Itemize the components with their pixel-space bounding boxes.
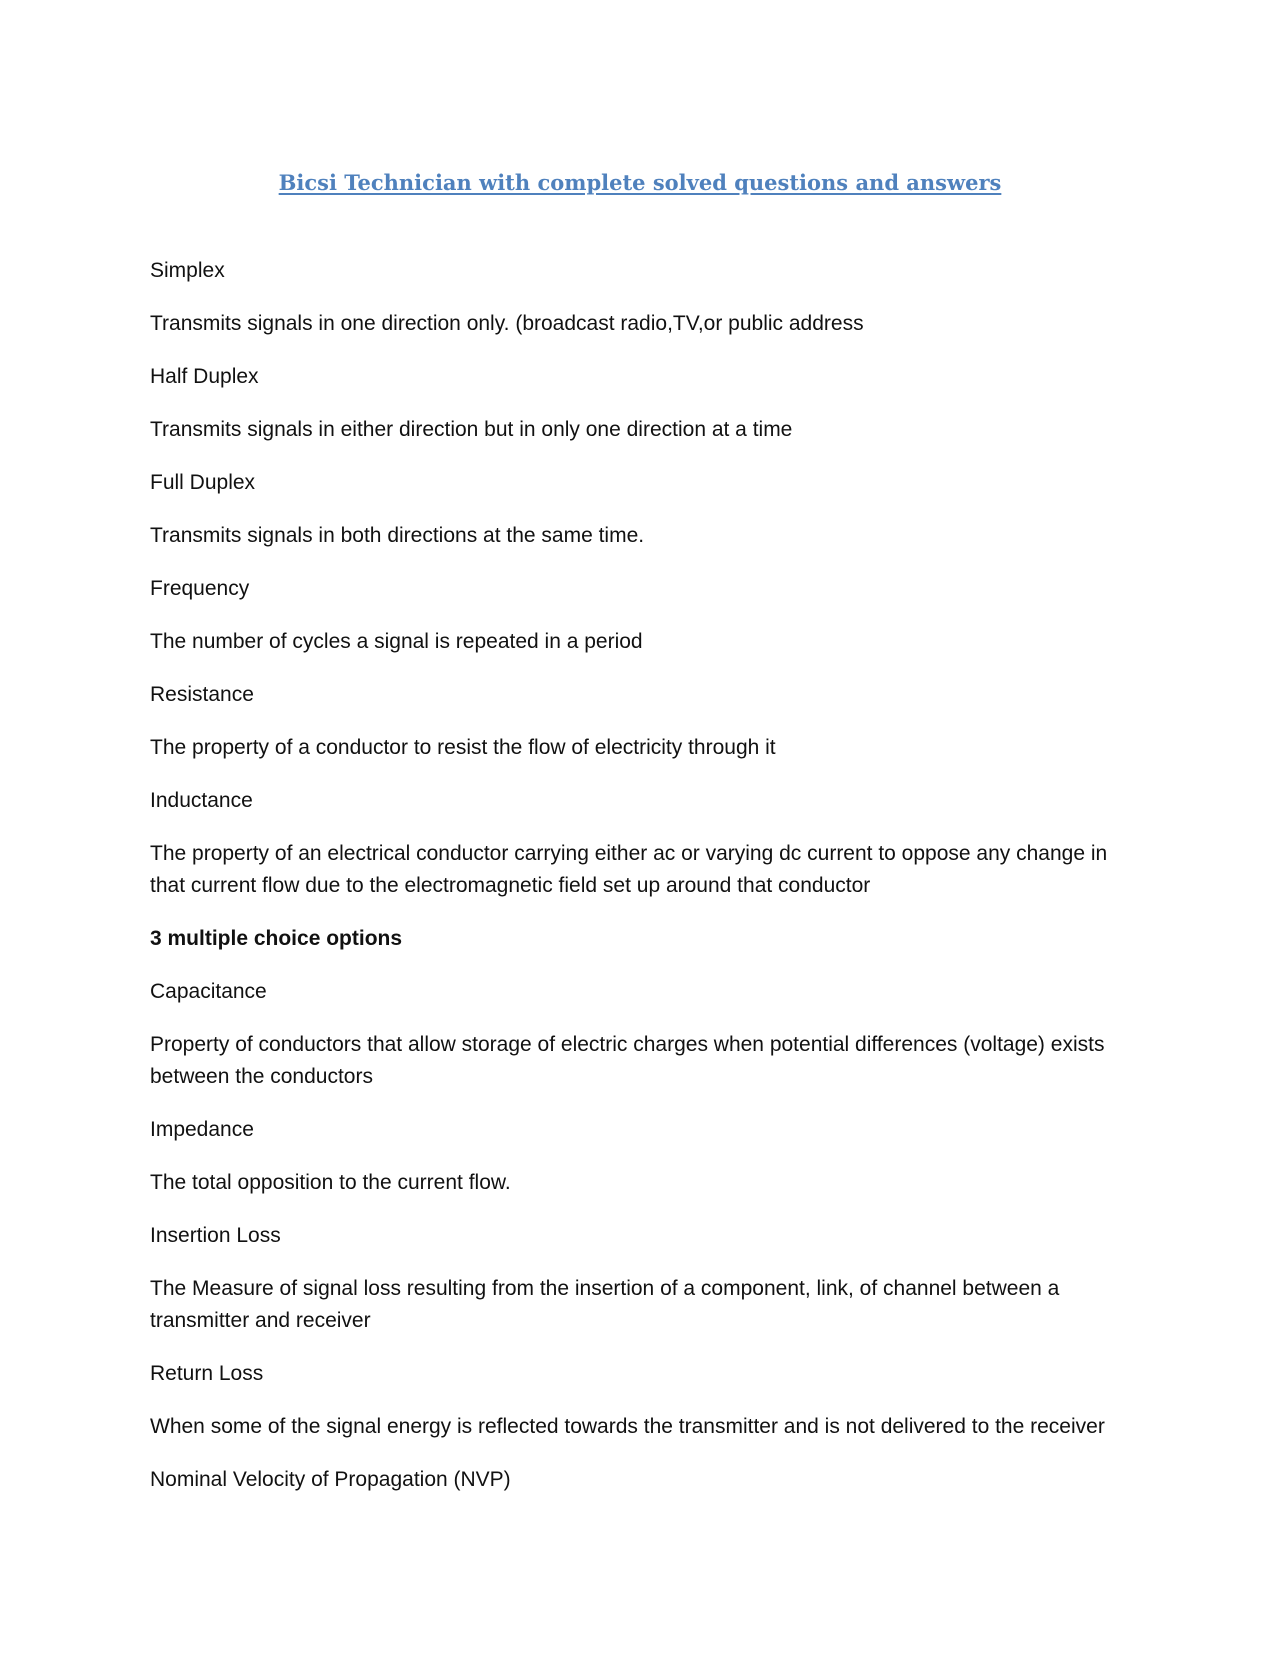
document-title: Bicsi Technician with complete solved questions and answers xyxy=(278,170,1002,195)
definition-inductance: The property of an electrical conductor carrying either ac or varying dc current to oppose any change in that current flow due to the electromagnetic field set up around that conductor xyxy=(150,842,1108,897)
definition-full-duplex: Transmits signals in both directions at the same time. xyxy=(150,524,645,547)
definition-frequency: The number of cycles a signal is repeated in a period xyxy=(150,630,643,653)
definition-insertion-loss: The Measure of signal loss resulting from the insertion of a component, link, of channel between a transmitter and receiver xyxy=(150,1277,1060,1332)
term-simplex: Simplex xyxy=(150,259,225,282)
definition-half-duplex: Transmits signals in either direction but in only one direction at a time xyxy=(150,418,793,441)
definition-simplex: Transmits signals in one direction only. (broadcast radio,TV,or public address xyxy=(150,312,864,335)
term-frequency: Frequency xyxy=(150,577,250,600)
term-full-duplex: Full Duplex xyxy=(150,471,256,494)
term-insertion-loss: Insertion Loss xyxy=(150,1224,281,1247)
definition-resistance: The property of a conductor to resist the flow of electricity through it xyxy=(150,736,776,759)
term-resistance: Resistance xyxy=(150,683,254,706)
document-body xyxy=(150,255,1140,1517)
term-inductance: Inductance xyxy=(150,789,253,812)
term-return-loss: Return Loss xyxy=(150,1362,264,1385)
term-impedance: Impedance xyxy=(150,1118,254,1141)
multiple-choice-heading: 3 multiple choice options xyxy=(150,927,403,950)
definition-impedance: The total opposition to the current flow. xyxy=(150,1171,511,1194)
term-half-duplex: Half Duplex xyxy=(150,365,259,388)
term-capacitance: Capacitance xyxy=(150,980,267,1003)
definition-capacitance: Property of conductors that allow storage of electric charges when potential differences (voltage) exists between the conductors xyxy=(150,1033,1105,1088)
definition-return-loss: When some of the signal energy is reflected towards the transmitter and is not delivered to the receiver xyxy=(150,1415,1105,1438)
term-nvp: Nominal Velocity of Propagation (NVP) xyxy=(150,1468,511,1491)
